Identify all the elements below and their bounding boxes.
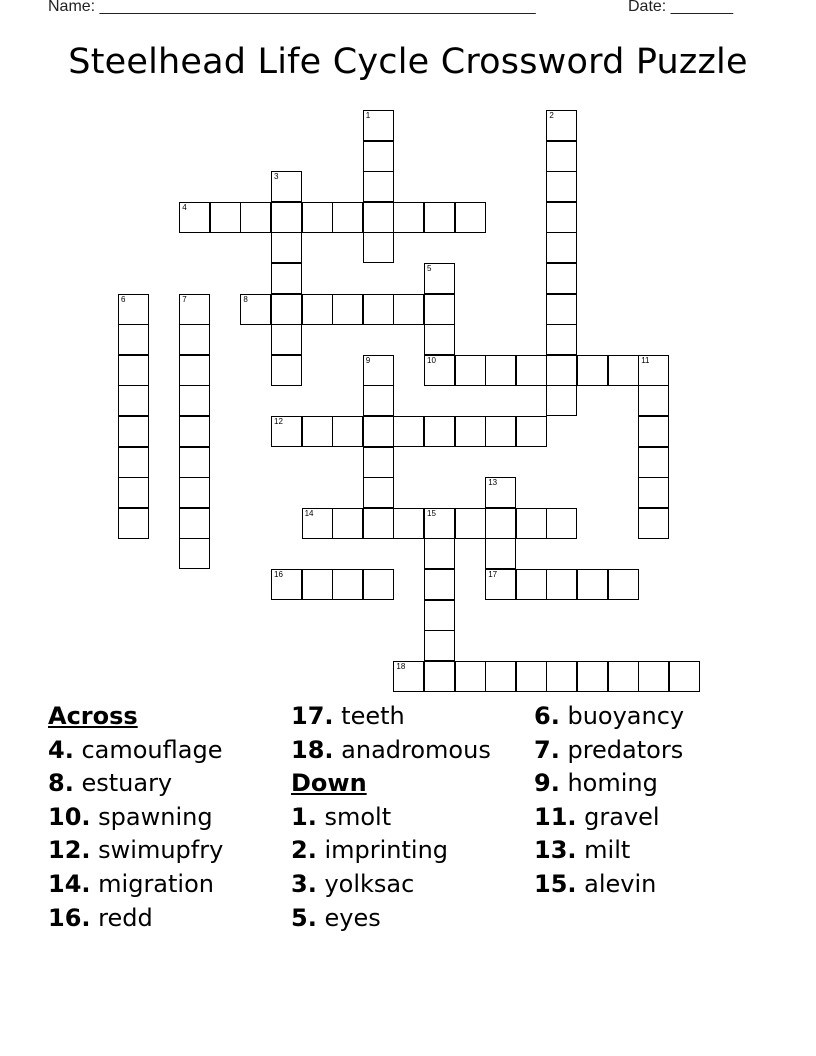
crossword-cell[interactable] [332,569,363,600]
crossword-cell[interactable] [516,355,547,386]
name-line: _________________________________________________ [99,0,536,15]
crossword-cell[interactable] [424,294,455,325]
crossword-cell[interactable] [638,447,669,478]
crossword-cell[interactable] [424,661,455,692]
crossword-cell[interactable] [516,569,547,600]
clue-number: 3 [274,172,279,182]
crossword-cell[interactable] [546,385,577,416]
crossword-cell[interactable] [271,232,302,263]
crossword-cell[interactable] [179,385,210,416]
puzzle-title: Steelhead Life Cycle Crossword Puzzle [68,42,748,82]
crossword-cell[interactable] [577,569,608,600]
crossword-cell[interactable] [516,661,547,692]
crossword-cell[interactable] [271,355,302,386]
crossword-cell[interactable] [179,416,210,447]
crossword-cell[interactable] [638,508,669,539]
crossword-cell[interactable] [577,355,608,386]
crossword-cell[interactable] [546,141,577,172]
crossword-cell[interactable] [455,202,486,233]
crossword-cell[interactable] [546,324,577,355]
crossword-cell[interactable] [485,508,516,539]
crossword-cell[interactable] [455,661,486,692]
clue-across-10: 10. spawning [48,802,213,831]
crossword-cell[interactable] [393,661,424,692]
crossword-cell[interactable] [546,294,577,325]
crossword-cell[interactable] [363,569,394,600]
crossword-cell[interactable] [393,294,424,325]
crossword-cell[interactable] [271,263,302,294]
crossword-cell[interactable] [638,477,669,508]
crossword-cell[interactable] [546,661,577,692]
clue-number: 4 [182,202,187,212]
date-field [628,0,733,16]
crossword-cell[interactable] [179,202,210,233]
crossword-cell[interactable] [179,355,210,386]
name-field [48,0,536,16]
crossword-cell[interactable] [516,416,547,447]
crossword-cell[interactable] [485,661,516,692]
crossword-cell[interactable] [240,202,271,233]
crossword-cell[interactable] [363,202,394,233]
crossword-cell[interactable] [455,416,486,447]
crossword-cell[interactable] [638,661,669,692]
crossword-cell[interactable] [546,110,577,141]
crossword-cell[interactable] [240,294,271,325]
crossword-cell[interactable] [332,508,363,539]
clue-down-5: 5. eyes [291,903,381,932]
crossword-cell[interactable] [302,569,333,600]
crossword-cell[interactable] [393,202,424,233]
date-line: _______ [670,0,733,15]
crossword-cell[interactable] [332,294,363,325]
crossword-cell[interactable] [118,508,149,539]
crossword-cell[interactable] [271,202,302,233]
crossword-cell[interactable] [363,171,394,202]
clue-across-14: 14. migration [48,869,214,898]
crossword-cell[interactable] [546,569,577,600]
clue-across-16: 16. redd [48,903,153,932]
clue-number: 17 [488,570,498,579]
clue-down-2: 2. imprinting [291,836,449,865]
crossword-cell[interactable] [546,232,577,263]
crossword-cell[interactable] [118,294,149,325]
crossword-cell[interactable] [424,355,455,386]
crossword-cell[interactable] [363,294,394,325]
clue-across-8: 8. estuary [48,769,173,798]
clue-across-18: 18. anadromous [291,735,491,764]
date-label: Date: [628,0,671,15]
clue-number: 13 [488,478,498,488]
crossword-cell[interactable] [608,661,639,692]
clues-column-1 [48,700,223,935]
clue-number: 2 [549,111,554,120]
crossword-cell[interactable] [179,447,210,478]
crossword-cell[interactable] [271,416,302,447]
crossword-cell[interactable] [455,508,486,539]
crossword-cell[interactable] [363,141,394,172]
crossword-cell[interactable] [638,385,669,416]
clue-across-4: 4. camouflage [48,735,223,764]
crossword-cell[interactable] [302,294,333,325]
crossword-cell[interactable] [424,416,455,447]
clue-number: 8 [243,294,248,304]
crossword-cell[interactable] [516,508,547,539]
crossword-cell[interactable] [363,232,394,263]
clue-down-13: 13. milt [534,836,631,865]
crossword-cell[interactable] [363,416,394,447]
clue-number: 7 [182,294,187,304]
crossword-cell[interactable] [546,263,577,294]
crossword-cell[interactable] [485,416,516,447]
crossword-cell[interactable] [118,324,149,355]
crossword-cell[interactable] [179,294,210,325]
crossword-cell[interactable] [669,661,700,692]
crossword-cell[interactable] [179,324,210,355]
clue-number: 1 [365,111,371,120]
crossword-cell[interactable] [546,171,577,202]
crossword-cell[interactable] [393,416,424,447]
down-heading: Down [291,769,367,798]
crossword-cell[interactable] [363,508,394,539]
clue-down-1: 1. smolt [291,802,392,831]
clue-number: 15 [427,508,436,518]
clue-number: 10 [427,355,436,365]
clue-down-9: 9. homing [534,769,658,798]
clue-down-15: 15. alevin [534,869,657,898]
across-heading: Across [48,702,138,730]
crossword-cell[interactable] [179,477,210,508]
crossword-cell[interactable] [363,355,394,386]
crossword-cell[interactable] [424,263,455,294]
crossword-cell[interactable] [424,538,455,569]
crossword-cell[interactable] [424,324,455,355]
crossword-cell[interactable] [271,324,302,355]
crossword-cell[interactable] [363,385,394,416]
crossword-cell[interactable] [271,171,302,202]
clue-number: 18 [396,661,406,671]
crossword-cell[interactable] [271,569,302,600]
crossword-cell[interactable] [546,202,577,233]
clue-across-12: 12. swimupfry [48,836,224,865]
crossword-cell[interactable] [332,202,363,233]
crossword-cell[interactable] [363,477,394,508]
crossword-cell[interactable] [118,416,149,447]
crossword-cell[interactable] [118,385,149,416]
clue-across-17: 17. teeth [291,702,405,730]
crossword-cell[interactable] [179,538,210,569]
crossword-cell[interactable] [485,538,516,569]
clues-column-3 [534,700,684,902]
clue-down-11: 11. gravel [534,802,660,831]
crossword-cell[interactable] [210,202,241,233]
crossword-cell[interactable] [546,355,577,386]
crossword-cell[interactable] [608,355,639,386]
crossword-cell[interactable] [302,416,333,447]
crossword-cell[interactable] [424,630,455,661]
clue-number: 6 [121,294,126,304]
crossword-cell[interactable] [424,600,455,631]
crossword-cell[interactable] [118,355,149,386]
clue-down-6: 6. buoyancy [534,702,685,730]
crossword-cell[interactable] [302,508,333,539]
crossword-cell[interactable] [179,508,210,539]
clue-number: 9 [365,355,371,365]
crossword-cell[interactable] [485,477,516,508]
clue-number: 12 [274,417,283,426]
crossword-cell[interactable] [363,447,394,478]
crossword-cell[interactable] [393,508,424,539]
crossword-cell[interactable] [546,508,577,539]
clue-number: 14 [304,508,314,518]
clue-number: 5 [427,264,432,273]
clue-number: 11 [641,355,650,365]
clues-column-2 [291,700,491,935]
crossword-cell[interactable] [638,416,669,447]
crossword-cell[interactable] [455,355,486,386]
crossword-cell[interactable] [424,569,455,600]
name-label: Name: [48,0,100,15]
crossword-cell[interactable] [271,294,302,325]
crossword-cell[interactable] [424,202,455,233]
crossword-cell[interactable] [118,477,149,508]
clue-down-3: 3. yolksac [291,869,415,898]
crossword-cell[interactable] [485,569,516,600]
crossword-cell[interactable] [608,569,639,600]
crossword-cell[interactable] [118,447,149,478]
crossword-cell[interactable] [302,202,333,233]
crossword-cell[interactable] [577,661,608,692]
clue-down-7: 7. predators [534,735,684,764]
crossword-cell[interactable] [638,355,669,386]
crossword-cell[interactable] [424,508,455,539]
crossword-cell[interactable] [332,416,363,447]
crossword-cell[interactable] [485,355,516,386]
crossword-cell[interactable] [363,110,394,141]
clue-number: 16 [274,570,283,579]
